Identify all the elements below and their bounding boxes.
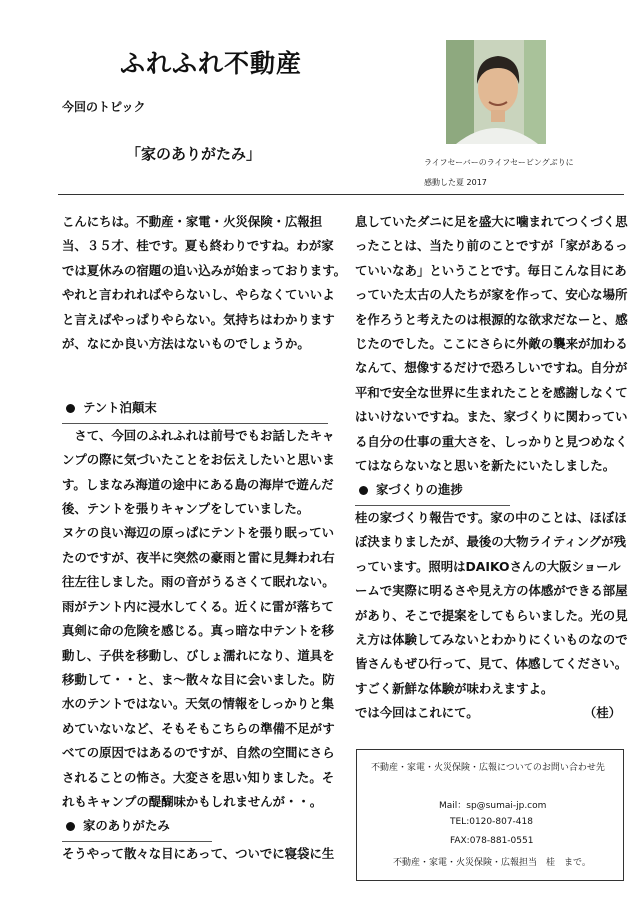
- closing-line: [355, 701, 621, 725]
- section-heading-tent: [62, 396, 342, 420]
- body-line: めていないなど、そもそもこちらの準備不足がす: [62, 720, 335, 736]
- body-line: っていた太古の人たちが家を作って、安心な場所: [355, 287, 628, 303]
- body-line: と言えばやっぱりやらない。気持ちはわかります: [62, 311, 335, 327]
- bullet-icon: [66, 822, 75, 831]
- photo-caption-line2: 感動した夏 2017: [424, 178, 487, 187]
- body-line: べての原因ではあるのですが、自然の空間にさら: [62, 745, 335, 761]
- body-line: たのですが、夜半に突然の豪雨と雷に見舞われ右: [62, 549, 335, 565]
- left-column: [62, 210, 346, 866]
- section-heading-label: 家のありがたみ: [83, 818, 170, 834]
- section-heading-label: テント泊顛末: [83, 400, 157, 416]
- body-line: 真剣に命の危険を感じる。真っ暗な中テントを移: [62, 623, 334, 639]
- topic-label: 今回のトピック: [62, 100, 146, 114]
- body-line: では夏休みの宿題の追い込みが始まっております。: [62, 262, 346, 278]
- body-line: てはならないなと思いを新たにいたしました。: [355, 458, 616, 474]
- contact-mail[interactable]: Mail：sp@sumai-jp.com: [439, 801, 547, 811]
- body-line: はいけないですね。また、家づくりに関わってい: [355, 409, 628, 425]
- body-line: 移動して・・と、ま～散々な目に会いました。防: [62, 671, 335, 687]
- contact-fax: FAX:078-881-0551: [450, 836, 534, 846]
- body-line: なんて、想像するだけで恐ろしいですね。自分が: [355, 360, 628, 376]
- body-line: を作ろうと考えたのは根源的な欲求だなーと、感: [355, 311, 628, 327]
- body-line: る自分の仕事の重大さを、しっかりと見つめなく: [355, 433, 628, 449]
- body-line: があり、そこで提案をしてもらいました。光の見: [355, 607, 628, 623]
- body-line: 雨がテント内に浸水してくる。近くに雷が落ちて: [62, 598, 334, 614]
- contact-tel[interactable]: TEL:0120-807-418: [450, 817, 533, 827]
- body-line: 動し、子供を移動し、びしょ濡れになり、道具を: [62, 647, 335, 663]
- body-line: 皆さんもぜひ行って、見て、体感してください。: [355, 656, 628, 672]
- body-line: ぼ決まりましたが、最後の大物ライティングが残: [355, 534, 626, 550]
- body-line: ームで実際に明るさや見え方の体感ができる部屋: [355, 583, 628, 599]
- author-photo: [446, 40, 546, 144]
- body-line: じたのでした。ここにさらに外敵の襲来が加わる: [355, 336, 628, 352]
- body-line: が、なにか良い方法はないものでしょうか。: [62, 336, 310, 352]
- body-line: さて、今回のふれふれは前号でもお話したキャ: [62, 427, 335, 443]
- body-line: 往左往しました。雨の音がうるさくて眠れない。: [62, 574, 335, 590]
- body-line: っています。照明はDAIKOさんの大阪ショール: [355, 558, 621, 574]
- bullet-icon: [359, 486, 368, 495]
- body-line: ヌケの良い海辺の原っぱにテントを張り眠ってい: [62, 525, 334, 541]
- body-line: ンプの際に気づいたことをお伝えしたいと思いま: [62, 452, 335, 468]
- section-heading-gratitude: [62, 814, 342, 838]
- closing-text: では今回はこれにて。: [355, 705, 479, 721]
- contact-heading: 不動産・家電・火災保険・広報についてのお問い合わせ先: [371, 763, 605, 773]
- contact-person: 不動産・家電・火災保険・広報担当 桂 まで。: [393, 858, 591, 868]
- newsletter-title: ふれふれ不動産: [120, 49, 303, 78]
- body-line: 平和で安全な世界に生まれたことを感謝しなくて: [355, 384, 628, 400]
- body-line: されることの怖さ。大変さを思い知りました。そ: [62, 769, 335, 785]
- section-heading-label: 家づくりの進捗: [376, 482, 463, 498]
- body-line: 水のテントではない。天気の情報をしっかりと集: [62, 696, 334, 712]
- body-line: そうやって散々な目にあって、ついでに寝袋に生: [62, 845, 335, 861]
- body-line: 後、テントを張りキャンプをしていました。: [62, 501, 310, 517]
- signature: （桂）: [583, 705, 621, 721]
- contact-box: [356, 749, 624, 881]
- body-line: こんにちは。不動産・家電・火災保険・広報担: [62, 214, 323, 229]
- body-line: え方は体験してみないとわかりにくいものなので: [355, 631, 628, 647]
- header-divider: [58, 194, 624, 195]
- body-line: やれと言われればやらないし、やらなくていいよ: [62, 287, 335, 303]
- body-line: すごく新鮮な体験が味わえますよ。: [355, 680, 554, 696]
- topic-title: 「家のありがたみ」: [126, 145, 262, 163]
- body-line: ていいなあ」ということです。毎日こんな目にあ: [355, 262, 627, 278]
- body-line: 息していたダニに足を盛大に噛まれてつくづく思: [355, 214, 628, 229]
- section-heading-progress: [355, 478, 625, 502]
- bullet-icon: [66, 404, 75, 413]
- body-line: 桂の家づくり報告です。家の中のことは、ほぼほ: [355, 509, 627, 525]
- photo-caption-line1: ライフセーバーのライフセービングぶりに: [424, 158, 574, 167]
- body-line: 当、３５才、桂です。夏も終わりですね。わが家: [62, 238, 334, 254]
- body-line: れもキャンプの醍醐味かもしれませんが・・。: [62, 793, 323, 809]
- body-line: ったことは、当たり前のことですが「家があるっ: [355, 238, 628, 254]
- body-line: す。しまなみ海道の途中にある島の海岸で遊んだ: [62, 476, 334, 492]
- right-column: [355, 210, 628, 726]
